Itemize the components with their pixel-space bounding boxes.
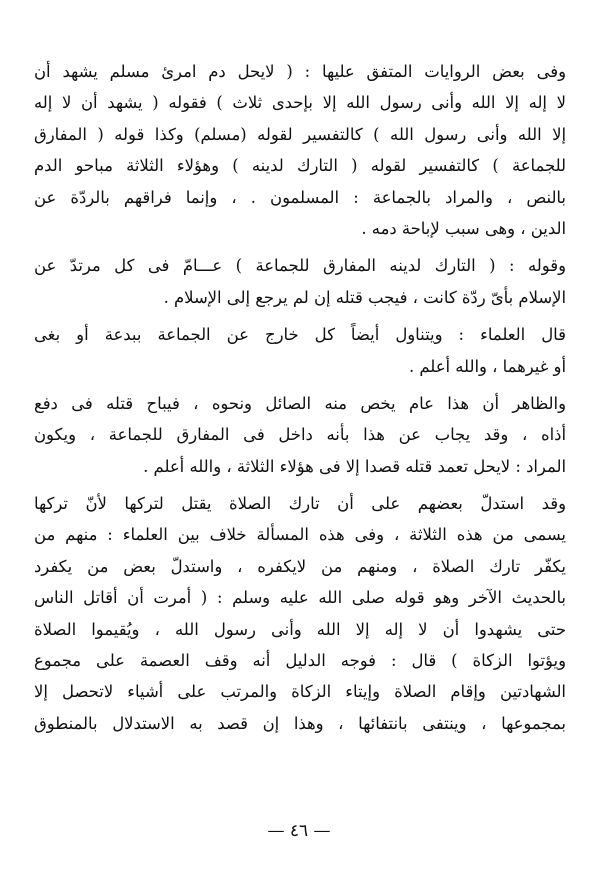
text-line: حتى يشهدوا أن لا إله إلا الله وأنى رسول الله ، ويُقيموا الصلاة (34, 619, 566, 639)
text-line: والظاهر أن هذا عام يخص منه الصائل ونحوه ، فيباح قتله فى دفع (34, 393, 566, 413)
paragraph-5 (34, 488, 566, 739)
text-line: يسمى من هذه الثلاثة ، وفى هذه المسألة خلاف بين العلماء : منهم من (34, 525, 566, 545)
page-number: — ٤٦ — (267, 821, 331, 841)
body-text (34, 56, 566, 745)
paragraph-1 (34, 56, 566, 244)
text-line: إلا الله وأنى رسول الله ) كالتفسير لقوله (مسلم) وكذا قوله ( المفارق (34, 124, 566, 144)
text-line: الدين ، وهى سبب لإباحة دمه . (361, 218, 566, 238)
text-line: الإسلام بأىّ ردّة كانت ، فيجب قتله إن لم يرجع إلى الإسلام . (163, 287, 566, 307)
text-line: وقد استدلّ بعضهم على أن تارك الصلاة يقتل لتركها لأنّ تركها (34, 494, 566, 514)
text-line: أذاه ، وقد يجاب عن هذا بأنه داخل فى المفارق للجماعة ، ويكون (34, 425, 566, 445)
text-line: يكفّر تارك الصلاة ، ومنهم من لايكفره ، واستدلّ بعض من يكفرد (34, 556, 566, 576)
paragraph-2 (34, 250, 566, 313)
text-line: بالحديث الآخر وهو قوله صلى الله عليه وسلم : ( أمرت أن أقاتل الناس (34, 588, 566, 608)
text-line: بالنص ، والمراد بالجماعة : المسلمون . ، وإنما فراقهم بالردّة عن (34, 187, 566, 207)
text-line: ويؤتوا الزكاة ) قال : فوجه الدليل أنه وقف العصمة على مجموع (34, 651, 566, 671)
text-line: قال العلماء : ويتناول أيضاً كل خارج عن الجماعة ببدعة أو بغى (34, 325, 566, 345)
text-line: الشهادتين وإقام الصلاة وإيتاء الزكاة والمرتب على أشياء لاتحصل إلا (34, 682, 566, 702)
paragraph-3 (34, 319, 566, 382)
text-line: أو غيرهما ، والله أعلم . (408, 356, 566, 376)
text-line: المراد : لايحل تعمد قتله قصدا إلا فى هؤلاء الثلاثة ، والله أعلم . (143, 456, 566, 476)
text-line: للجماعة ) كالتفسير لقوله ( التارك لدينه ) وهؤلاء الثلاثة مباحو الدم (34, 156, 566, 176)
text-line: بمجموعها ، وينتفى بانتفائها ، وهذا إن قصد به الاستدلال بالمنطوق (34, 713, 566, 733)
paragraph-4 (34, 388, 566, 482)
text-line: وقوله : ( التارك لدينه المفارق للجماعة ) عـــامّ فى كل مرتدّ عن (34, 256, 566, 276)
text-line: وفى بعض الروايات المتفق عليها : ( لايحل دم امرئ مسلم يشهد أن (34, 62, 566, 81)
text-line: لا إله إلا الله وأنى رسول الله إلا بإحدى ثلاث ) فقوله ( يشهد أن لا إله (34, 93, 566, 113)
